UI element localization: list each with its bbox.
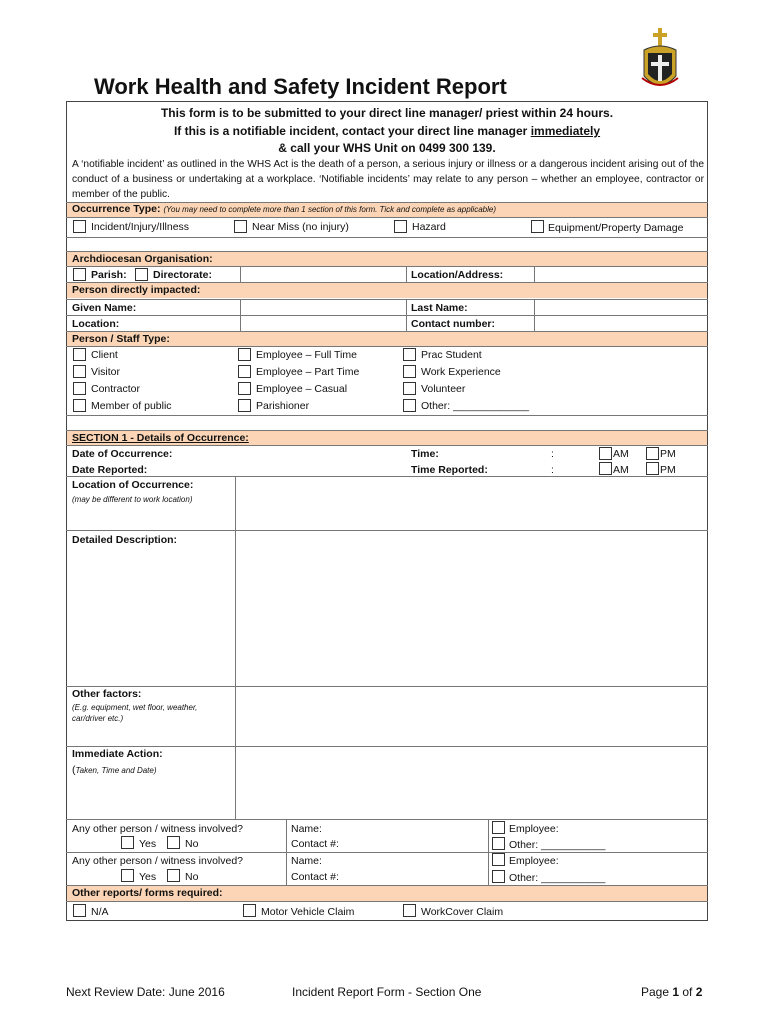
review-date: Next Review Date: June 2016 [66, 985, 225, 999]
occurrence-note: (You may need to complete more than 1 section of this form. Tick and complete as applicable) [163, 205, 496, 214]
witness-employee-checkbox-2[interactable] [492, 853, 505, 866]
work-experience-checkbox[interactable] [403, 365, 416, 378]
contractor-checkbox[interactable] [73, 382, 86, 395]
contractor-label: Contractor [91, 383, 141, 395]
witness-yes-label-1: Yes [139, 838, 157, 850]
employee-full-time-label: Employee – Full Time [256, 349, 357, 361]
witness-contact-label-2: Contact #: [291, 871, 339, 883]
section1-heading: SECTION 1 - Details of Occurrence: [72, 432, 249, 444]
witness-contact-label-1: Contact #: [291, 838, 339, 850]
notifiable-definition: A ‘notifiable incident’ as outlined in the WHS Act is the death of a person, a serious injury or illness or a dangerous incident arising out of the conduct of a business or undertaking at a workplace. ‘Notifiable incidents’ may relate to any person – whether an employee, contractor or member of the public. [72, 159, 704, 200]
time-reported-pm-checkbox[interactable] [646, 462, 659, 475]
date-reported-label: Date Reported: [72, 464, 148, 476]
witness-other-label-2: Other: ___________ [509, 872, 606, 884]
witness-no-label-2: No [185, 871, 199, 883]
notifiable-instruction: If this is a notifiable incident, contact your direct line manager immediately [173, 124, 601, 138]
witness-employee-label-1: Employee: [509, 823, 559, 835]
employee-full-time-checkbox[interactable] [238, 348, 251, 361]
volunteer-label: Volunteer [421, 383, 466, 395]
equipment-damage-label: Equipment/Property Damage [548, 222, 684, 234]
whs-phone-instruction: & call your WHS Unit on 0499 300 139. [278, 141, 496, 155]
prac-student-checkbox[interactable] [403, 348, 416, 361]
witness-no-checkbox-1[interactable] [167, 836, 180, 849]
person-location-input[interactable] [241, 316, 405, 330]
incident-injury-checkbox[interactable] [73, 220, 86, 233]
witness-yes-label-2: Yes [139, 871, 157, 883]
witness-employee-label-2: Employee: [509, 855, 559, 867]
na-label: N/A [91, 906, 109, 918]
witness-name-label-1: Name: [291, 823, 322, 835]
witness-question-1: Any other person / witness involved? [72, 823, 244, 835]
member-public-checkbox[interactable] [73, 399, 86, 412]
time-reported-am-checkbox[interactable] [599, 462, 612, 475]
occurrence-heading: Occurrence Type: (You may need to complete more than 1 section of this form. Tick and complete as applicable) [72, 203, 496, 215]
page-title: Work Health and Safety Incident Report [94, 74, 507, 99]
immediate-action-input[interactable] [236, 747, 707, 819]
other-type-label: Other: _____________ [421, 400, 530, 412]
other-type-checkbox[interactable] [403, 399, 416, 412]
hazard-checkbox[interactable] [394, 220, 407, 233]
time-reported-pm-label: PM [660, 464, 676, 476]
visitor-label: Visitor [91, 366, 120, 378]
witness-question-2: Any other person / witness involved? [72, 855, 244, 867]
witness-employee-checkbox-1[interactable] [492, 821, 505, 834]
workcover-claim-label: WorkCover Claim [421, 906, 504, 918]
volunteer-checkbox[interactable] [403, 382, 416, 395]
contact-number-input[interactable] [535, 316, 707, 330]
directorate-input[interactable] [241, 267, 405, 281]
diocese-crest-logo [638, 28, 682, 96]
person-heading: Person directly impacted: [72, 284, 201, 296]
motor-vehicle-claim-label: Motor Vehicle Claim [261, 906, 355, 918]
witness-no-checkbox-2[interactable] [167, 869, 180, 882]
detailed-description-label: Detailed Description: [72, 534, 178, 546]
incident-injury-label: Incident/Injury/Illness [91, 221, 190, 233]
witness-other-checkbox-1[interactable] [492, 837, 505, 850]
form-name: Incident Report Form - Section One [292, 985, 482, 999]
near-miss-label: Near Miss (no injury) [252, 221, 349, 233]
staff-type-heading: Person / Staff Type: [72, 333, 170, 345]
parish-checkbox[interactable] [73, 268, 86, 281]
equipment-damage-checkbox[interactable] [531, 220, 544, 233]
parishioner-label: Parishioner [256, 400, 310, 412]
visitor-checkbox[interactable] [73, 365, 86, 378]
other-factors-note: (E.g. equipment, wet floor, weather, car/driver etc.) [72, 703, 198, 723]
location-address-input[interactable] [535, 267, 707, 281]
other-factors-label: Other factors: [72, 688, 142, 700]
location-address-label: Location/Address: [411, 269, 504, 281]
contact-number-label: Contact number: [411, 318, 495, 330]
directorate-label: Directorate: [153, 269, 212, 281]
submit-instruction: This form is to be submitted to your direct line manager/ priest within 24 hours. [160, 106, 614, 120]
time-reported-am-label: AM [613, 464, 629, 476]
location-occurrence-label: Location of Occurrence: [72, 479, 194, 491]
immediate-action-label: Immediate Action: [72, 748, 163, 760]
given-name-input[interactable] [241, 300, 405, 314]
work-experience-label: Work Experience [421, 366, 501, 378]
parish-label: Parish: [91, 269, 127, 281]
motor-vehicle-claim-checkbox[interactable] [243, 904, 256, 917]
detailed-description-input[interactable] [236, 531, 707, 685]
location-occurrence-note: (may be different to work location) [72, 495, 193, 504]
client-label: Client [91, 349, 118, 361]
client-checkbox[interactable] [73, 348, 86, 361]
witness-name-label-2: Name: [291, 855, 322, 867]
time-colon: : [551, 448, 554, 460]
parishioner-checkbox[interactable] [238, 399, 251, 412]
time-pm-checkbox[interactable] [646, 447, 659, 460]
org-heading: Archdiocesan Organisation: [72, 253, 213, 265]
near-miss-checkbox[interactable] [234, 220, 247, 233]
reports-heading: Other reports/ forms required: [72, 887, 223, 899]
time-label: Time: [411, 448, 439, 460]
other-factors-input[interactable] [236, 687, 707, 745]
witness-yes-checkbox-1[interactable] [121, 836, 134, 849]
employee-part-time-checkbox[interactable] [238, 365, 251, 378]
last-name-input[interactable] [535, 300, 707, 314]
time-pm-label: PM [660, 448, 676, 460]
witness-yes-checkbox-2[interactable] [121, 869, 134, 882]
immediate-action-note: (Taken, Time and Date) [72, 764, 157, 776]
time-am-label: AM [613, 448, 629, 460]
employee-part-time-label: Employee – Part Time [256, 366, 360, 378]
directorate-checkbox[interactable] [135, 268, 148, 281]
na-checkbox[interactable] [73, 904, 86, 917]
witness-other-checkbox-2[interactable] [492, 870, 505, 883]
prac-student-label: Prac Student [421, 349, 482, 361]
workcover-claim-checkbox[interactable] [403, 904, 416, 917]
time-reported-colon: : [551, 464, 554, 476]
hazard-label: Hazard [412, 221, 446, 233]
employee-casual-checkbox[interactable] [238, 382, 251, 395]
given-name-label: Given Name: [72, 302, 137, 314]
date-occurrence-label: Date of Occurrence: [72, 448, 173, 460]
immediately-text: immediately [530, 124, 601, 138]
member-public-label: Member of public [91, 400, 172, 412]
page-number: Page 1 of 2 [641, 985, 703, 999]
time-reported-label: Time Reported: [411, 464, 488, 476]
time-am-checkbox[interactable] [599, 447, 612, 460]
witness-other-label-1: Other: ___________ [509, 839, 606, 851]
employee-casual-label: Employee – Casual [256, 383, 348, 395]
location-occurrence-input[interactable] [236, 477, 707, 529]
person-location-label: Location: [72, 318, 120, 330]
witness-no-label-1: No [185, 838, 199, 850]
last-name-label: Last Name: [411, 302, 468, 314]
